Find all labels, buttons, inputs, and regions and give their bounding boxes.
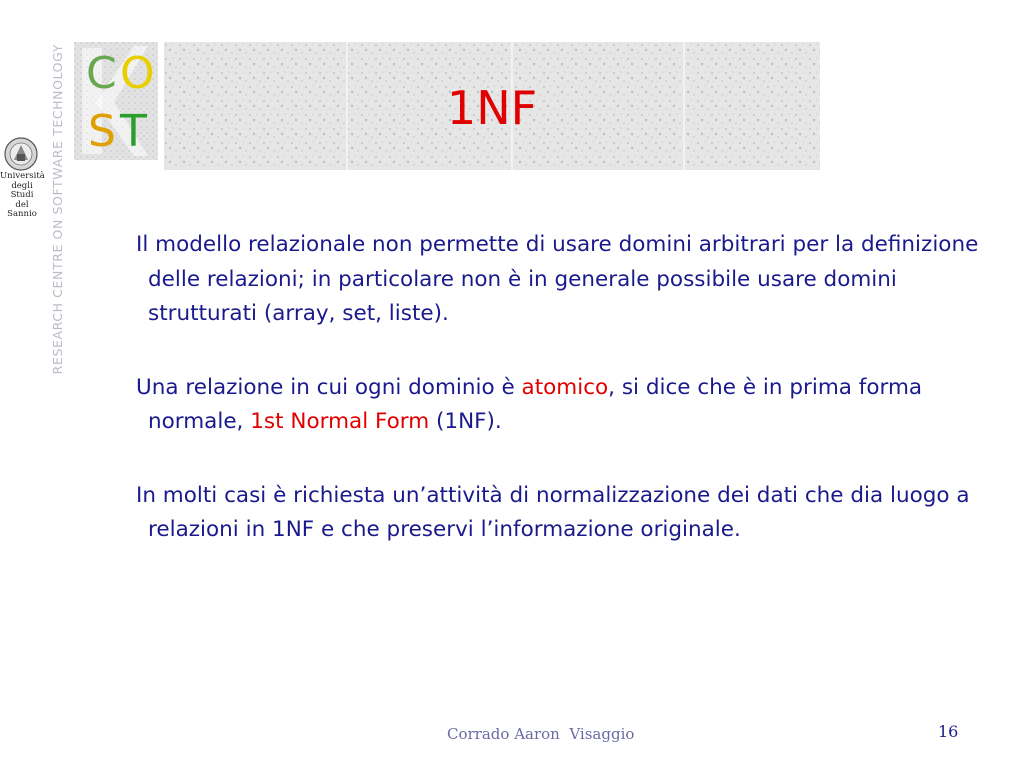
paragraph-2 [136,371,992,440]
university-line-2: degli Studi [10,180,34,200]
term-1st-normal-form: 1st Normal Form [250,409,430,434]
footer-author: Corrado Aaron Visaggio [447,725,635,743]
university-seal [0,136,44,220]
paragraph-2-text-c: (1NF). [429,409,502,434]
paragraph-3-text: In molti casi è richiesta un’attività di normalizzazione dei dati che dia luogo a relazioni in 1NF e che preservi l’informazione originale. [136,482,970,542]
paragraph-2-text-a: Una relazione in cui ogni dominio è [136,374,522,400]
logo-letter-o: O [120,48,155,99]
paragraph-3 [136,479,992,548]
logo-letter-s: S [88,106,116,157]
slide-body [136,228,992,587]
logo-letter-t: T [120,106,147,157]
university-seal-icon [4,136,38,172]
logo-letter-c: C [86,48,117,99]
term-atomico: atomico [521,374,609,400]
paragraph-1-text: Il modello relazionale non permette di usare domini arbitrari per la definizione delle relazioni; in particolare non è in generale possibile usare domini strutturati (array, set, liste). [136,232,979,326]
page-number: 16 [938,722,959,741]
paragraph-1 [136,228,992,332]
university-line-3: del Sannio [7,199,37,219]
research-centre-label: RESEARCH CENTRE ON SOFTWARE TECHNOLOGY [50,44,65,375]
slide-title: 1NF [446,81,538,135]
university-line-1: Università [0,171,45,181]
paragraph-2-text-b: , si dice che è in prima forma normale, [148,374,923,434]
